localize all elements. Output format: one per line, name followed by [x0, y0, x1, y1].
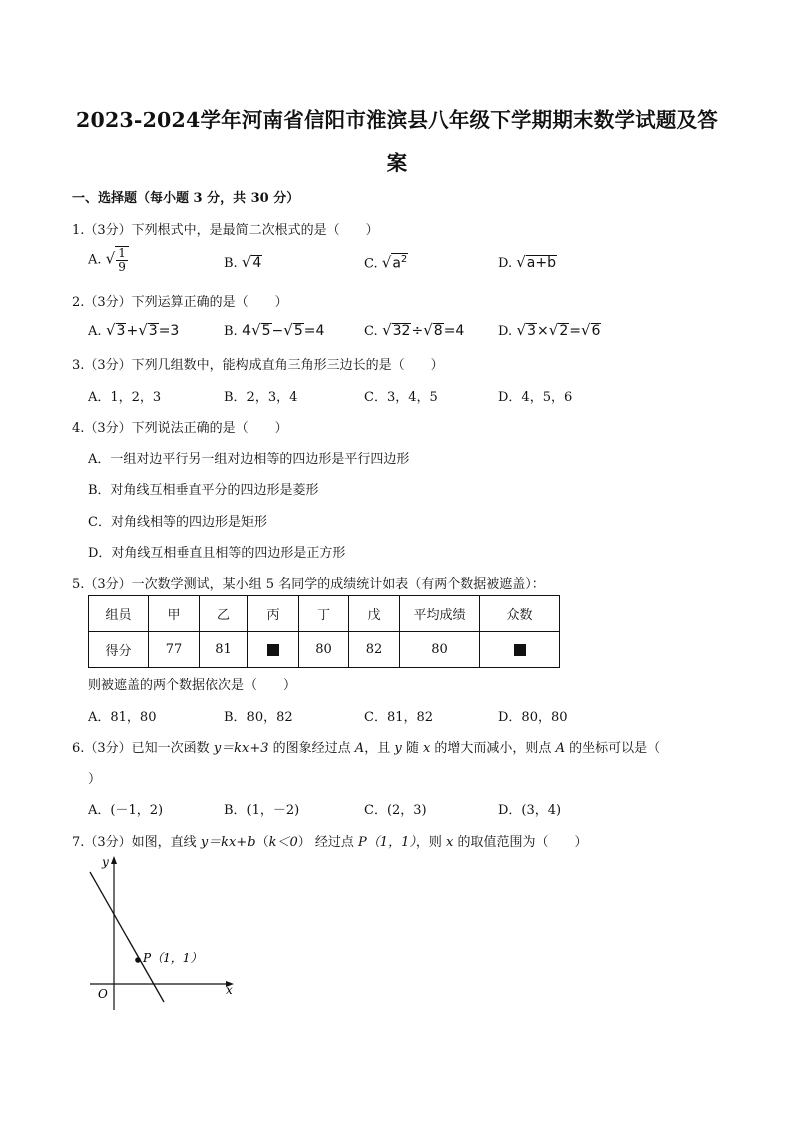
question-6-stem-line2: ）: [88, 772, 102, 787]
q6-option-b: B．(1，－2): [224, 803, 300, 818]
q4-option-c: C．对角线相等的四边形是矩形: [88, 515, 267, 530]
function-expression: y＝kx+b: [200, 835, 256, 850]
x-axis-label: x: [226, 983, 233, 997]
table-header-cell: 组员: [89, 596, 149, 632]
q1-option-a: [88, 246, 129, 273]
radicand: [115, 246, 129, 273]
question-4-stem: 4.（3分）下列说法正确的是（ ）: [72, 421, 288, 436]
option-label: A.: [88, 252, 102, 268]
option-label: C.: [364, 324, 378, 339]
stem-text: 的图象经过点: [268, 741, 355, 756]
radicand: 6: [591, 323, 601, 339]
q3-option-c: C．3，4，5: [364, 390, 438, 405]
q5-option-d: D．80，80: [498, 710, 568, 725]
q3-option-d: D．4，5，6: [498, 390, 573, 405]
result: =4: [443, 323, 465, 339]
option-label: B.: [224, 324, 238, 339]
q6-option-a: A．(－1，2): [88, 803, 164, 818]
question-6-stem: [72, 737, 660, 756]
q4-option-d: D．对角线互相垂直且相等的四边形是正方形: [88, 546, 346, 561]
radical-sign: √: [381, 253, 392, 272]
radical-sign: √: [241, 253, 252, 271]
q3-option-b: B．2，3，4: [224, 390, 298, 405]
base: a: [392, 255, 401, 272]
table-header-cell: 乙: [200, 596, 248, 632]
fraction: [116, 247, 128, 273]
radicand: 3: [527, 323, 537, 339]
radical-sign: √: [283, 321, 293, 339]
document-title-line2: 案: [386, 151, 408, 175]
q2-option-b: [224, 321, 324, 339]
stem-text: 经过点: [310, 835, 359, 850]
option-label: B.: [224, 256, 238, 271]
q4-option-b: B．对角线互相垂直平分的四边形是菱形: [88, 483, 319, 498]
table-cell: 得分: [89, 632, 149, 668]
question-3-stem: 3.（3分）下列几组数中，能构成直角三角形三边长的是（ ）: [72, 358, 444, 373]
variable: x: [445, 835, 454, 850]
q1-option-d: [498, 253, 557, 271]
table-cell: 80: [400, 632, 480, 668]
radical-sign: √: [423, 321, 433, 339]
radicand: 8: [433, 323, 443, 339]
question-2-stem: 2.（3分）下列运算正确的是（ ）: [72, 295, 288, 310]
table-cell-covered: [480, 632, 560, 668]
y-axis-arrow-icon: [111, 856, 117, 864]
operator: =: [569, 323, 581, 339]
table-cell: 77: [149, 632, 200, 668]
point-p-label: P（1，1）: [143, 951, 203, 965]
radicand: a+b: [526, 255, 556, 271]
radicand: 3: [148, 323, 158, 339]
stem-text: 随: [401, 741, 423, 756]
q4-option-a: A．一组对边平行另一组对边相等的四边形是平行四边形: [88, 452, 410, 467]
variable: x: [422, 741, 431, 756]
operator: ×: [537, 323, 549, 339]
table-header-cell: 平均成绩: [400, 596, 480, 632]
point-name: A: [555, 741, 565, 756]
table-cell: 82: [349, 632, 400, 668]
radical-sign: √: [516, 321, 527, 339]
question-7-stem: [72, 831, 587, 850]
q3-option-a: A．1，2，3: [88, 390, 162, 405]
q2-option-c: [364, 321, 464, 339]
section-heading: 一、选择题（每小题 3 分，共 30 分）: [72, 191, 300, 206]
question-5-followup: 则被遮盖的两个数据依次是（ ）: [88, 678, 297, 693]
q6-option-d: D．(3，4): [498, 803, 562, 818]
function-line: [90, 872, 164, 1002]
table-cell: 80: [299, 632, 349, 668]
radical-sign: √: [105, 249, 116, 268]
table-header-row: [89, 596, 560, 632]
radicand: 5: [261, 323, 271, 339]
radical-sign: √: [548, 321, 559, 339]
radical-sign: √: [138, 321, 148, 339]
option-label: D.: [498, 324, 513, 339]
table-header-cell: 丙: [248, 596, 299, 632]
condition: k＜0: [268, 835, 298, 850]
option-label: C.: [364, 256, 378, 272]
cover-block-icon: [267, 644, 279, 656]
radicand: 2: [559, 323, 569, 339]
stem-text: 的坐标可以是（: [564, 741, 661, 756]
radicand: 4: [252, 255, 262, 271]
question-5-stem: 5.（3分）一次数学测试，某小组 5 名同学的成绩统计如表（有两个数据被遮盖）：: [72, 577, 545, 592]
origin-label: O: [98, 987, 108, 1001]
numerator: 1: [118, 246, 126, 260]
radical-sign: √: [251, 321, 261, 339]
operator: +: [126, 323, 139, 339]
table-header-cell: 甲: [149, 596, 200, 632]
q1-option-c: [364, 253, 408, 272]
point-p: [135, 957, 141, 963]
option-label: A.: [88, 324, 102, 339]
function-expression: y＝kx+3: [213, 741, 269, 756]
stem-text: 的取值范围为（ ）: [453, 835, 588, 850]
variable: y: [394, 741, 402, 756]
score-table: [88, 595, 560, 668]
stem-text: ）: [297, 835, 311, 850]
result: =4: [303, 323, 325, 339]
q1-option-b: [224, 253, 262, 271]
result: =3: [158, 323, 180, 339]
radical-sign: √: [580, 321, 591, 339]
stem-text: ，且: [364, 741, 395, 756]
table-header-cell: 丁: [299, 596, 349, 632]
option-label: D.: [498, 256, 513, 271]
radicand: 3: [116, 323, 126, 339]
point-name: A: [354, 741, 365, 756]
stem-text: 7.（3分）如图，直线: [72, 835, 201, 850]
q5-option-a: A．81，80: [88, 710, 157, 725]
radical-sign: √: [382, 321, 392, 339]
table-row: [89, 632, 560, 668]
q5-option-b: B．80，82: [224, 710, 293, 725]
operator: ÷: [411, 323, 424, 339]
q6-option-c: C．(2，3): [364, 803, 427, 818]
table-header-cell: 戊: [349, 596, 400, 632]
coefficient: 4: [242, 323, 252, 339]
stem-text: 6.（3分）已知一次函数: [72, 741, 214, 756]
table-header-cell: 众数: [480, 596, 560, 632]
exponent: 2: [400, 254, 408, 265]
radicand: 5: [293, 323, 303, 339]
operator: −: [271, 323, 284, 339]
q7-graph: [80, 850, 260, 1020]
cover-block-icon: [514, 644, 526, 656]
radical-sign: √: [516, 253, 526, 271]
point-name: P（1，1）: [358, 835, 416, 850]
radical-sign: √: [105, 321, 116, 339]
question-1-stem: 1.（3分）下列根式中，是最简二次根式的是（ ）: [72, 223, 379, 238]
y-axis-label: y: [102, 855, 109, 869]
stem-text: （: [255, 835, 269, 850]
q2-option-d: [498, 321, 601, 339]
q2-option-a: [88, 321, 179, 339]
stem-text: 的增大而减小，则点: [430, 741, 556, 756]
document-title-line1: 2023-2024学年河南省信阳市淮滨县八年级下学期期末数学试题及答: [76, 108, 718, 132]
table-cell-covered: [248, 632, 299, 668]
radicand: 32: [392, 323, 411, 339]
table-cell: 81: [200, 632, 248, 668]
radicand: [391, 253, 408, 272]
q5-option-c: C．81，82: [364, 710, 434, 725]
denominator: 9: [118, 259, 126, 274]
stem-text: ，则: [415, 835, 446, 850]
